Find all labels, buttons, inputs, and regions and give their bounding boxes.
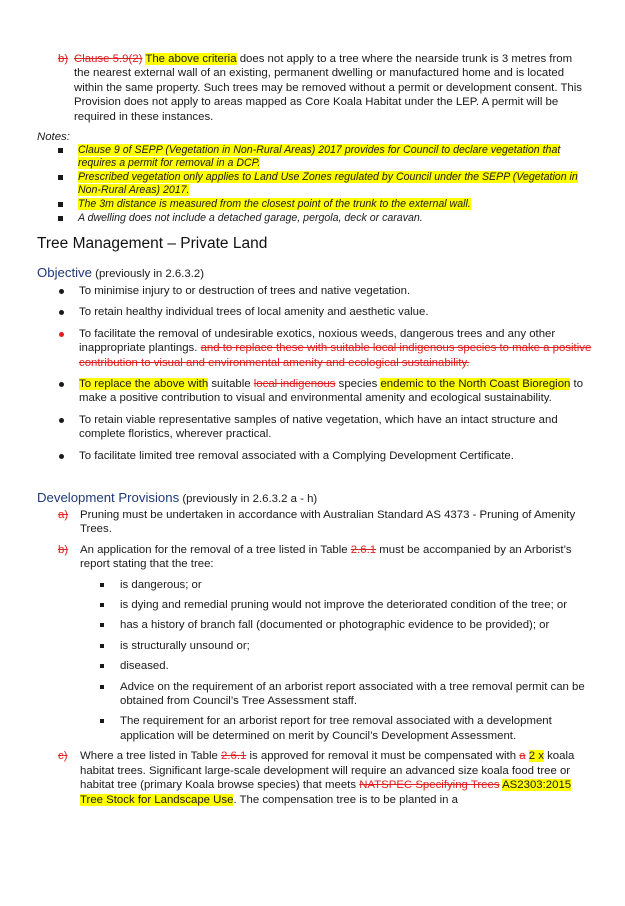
square-bullet-icon bbox=[58, 202, 63, 207]
provision-text: Pruning must be undertaken in accordance with Australian Standard AS 4373 - Pruning of Amenity Trees. bbox=[80, 509, 576, 536]
note-text: Prescribed vegetation only applies to Land Use Zones regulated by Council under the SEPP (Vegetation in Non-Rural Areas) 2017. bbox=[78, 171, 578, 196]
criteria-item bbox=[80, 639, 593, 653]
objective-text: suitable bbox=[208, 378, 254, 391]
criteria-item bbox=[80, 598, 593, 612]
clause-b-top bbox=[58, 52, 588, 124]
square-bullet-icon bbox=[58, 148, 63, 153]
note-item bbox=[58, 144, 593, 170]
note-text: A dwelling does not include a detached garage, pergola, deck or caravan. bbox=[78, 212, 423, 224]
struck-text: a bbox=[519, 750, 526, 763]
clause-label: b) bbox=[58, 53, 69, 65]
provision-text: . The compensation tree is to be planted in a bbox=[233, 793, 459, 806]
objective-item bbox=[58, 449, 593, 463]
highlighted-text: The above criteria bbox=[145, 53, 237, 65]
objective-item bbox=[58, 327, 593, 370]
highlighted-text: To replace the above with bbox=[79, 378, 209, 391]
struck-text: NATSPEC Specifying Trees bbox=[359, 779, 500, 792]
objective-item bbox=[58, 413, 593, 442]
struck-text: 2.6.1 bbox=[350, 543, 377, 556]
square-bullet-icon bbox=[100, 685, 104, 689]
objective-text: To retain healthy individual trees of local amenity and aesthetic value. bbox=[79, 306, 429, 319]
criteria-text: diseased. bbox=[120, 660, 169, 673]
provision-text: must be accompanied by an Arborist’s report stating that the tree: bbox=[80, 543, 572, 571]
square-bullet-icon bbox=[100, 644, 104, 648]
criteria-text: is dying and remedial pruning would not improve the deteriorated condition of the tree; or bbox=[120, 599, 568, 612]
objective-text: To facilitate the removal of undesirable exotics, noxious weeds, dangerous trees and any other inappropriate plantings. bbox=[79, 327, 556, 355]
provision-text: An application for the removal of a tree listed in Table bbox=[80, 543, 351, 556]
criteria-item bbox=[80, 680, 593, 709]
bullet-icon bbox=[59, 332, 64, 337]
criteria-text: is dangerous; or bbox=[120, 578, 202, 591]
objective-text: To minimise injury to or destruction of trees and native vegetation. bbox=[79, 285, 411, 297]
square-bullet-icon bbox=[100, 719, 104, 723]
square-bullet-icon bbox=[58, 216, 63, 221]
criteria-item bbox=[80, 714, 593, 743]
bullet-icon bbox=[59, 418, 64, 423]
objective-item bbox=[58, 377, 593, 406]
provision-label: c) bbox=[58, 750, 68, 763]
section-heading: Tree Management – Private Land bbox=[37, 235, 268, 252]
development-ref: (previously in 2.6.3.2 a - h) bbox=[179, 493, 318, 505]
bullet-icon bbox=[59, 289, 64, 294]
criteria-text: The requirement for an arborist report for tree removal associated with a development application will be determined on merit by Council’s Development Assessment. bbox=[120, 715, 552, 742]
objectives-list bbox=[58, 284, 593, 470]
objective-text: to make a positive contribution to visual and environmental amenity and ecological sustainability. bbox=[79, 378, 584, 405]
note-text: The 3m distance is measured from the closest point of the trunk to the external wall. bbox=[78, 198, 471, 210]
criteria-text: has a history of branch fall (documented or photographic evidence to be provided); or bbox=[120, 619, 550, 632]
objective-item bbox=[58, 284, 593, 298]
provisions-list bbox=[58, 508, 593, 813]
notes-label: Notes: bbox=[37, 131, 70, 143]
bullet-icon bbox=[59, 382, 64, 387]
criteria-item bbox=[80, 578, 593, 592]
provision-b bbox=[58, 543, 593, 743]
arborist-criteria-list bbox=[80, 578, 593, 744]
struck-text: 2.6.1 bbox=[220, 750, 247, 763]
provision-label: a) bbox=[58, 509, 69, 521]
objective-heading bbox=[37, 264, 204, 283]
note-item bbox=[58, 171, 593, 197]
square-bullet-icon bbox=[100, 623, 104, 627]
provision-label: b) bbox=[58, 543, 69, 556]
provision-c bbox=[58, 749, 593, 807]
clause-text bbox=[74, 52, 588, 124]
square-bullet-icon bbox=[100, 583, 104, 587]
struck-text: and to replace these with suitable local indigenous species to make a positive contribution to visual and environmental amenity and ecological sustainability. bbox=[79, 342, 592, 369]
objective-item bbox=[58, 305, 593, 319]
note-text: Clause 9 of SEPP (Vegetation in Non-Rural Areas) 2017 provides for Council to declare vegetation that requires a permit for removal in a DCP. bbox=[78, 144, 561, 169]
development-title: Development Provisions bbox=[37, 490, 180, 505]
criteria-item bbox=[80, 659, 593, 673]
struck-text: local indigenous bbox=[253, 378, 336, 391]
objective-text: To retain viable representative samples of native vegetation, which have an intact structure and complete floristics, wherever practical. bbox=[79, 413, 558, 441]
objective-text: species bbox=[335, 378, 381, 391]
provision-a bbox=[58, 508, 593, 537]
criteria-item bbox=[80, 618, 593, 632]
criteria-text: Advice on the requirement of an arborist report associated with a tree removal permit can be obtained from Council’s Tree Assessment staff. bbox=[120, 680, 585, 708]
square-bullet-icon bbox=[58, 175, 63, 180]
provision-text: koala habitat trees. Significant large-scale development will require an advanced size koala food tree or habitat tree (primary Koala browse species) that meets bbox=[80, 750, 575, 792]
objective-ref: (previously in 2.6.3.2) bbox=[91, 268, 205, 280]
provision-text: Where a tree listed in Table bbox=[80, 750, 221, 763]
highlighted-text: AS2303:2015 Tree Stock for Landscape Use bbox=[80, 779, 572, 806]
highlighted-text: endemic to the North Coast Bioregion bbox=[380, 378, 571, 391]
objective-text: To facilitate limited tree removal associated with a Complying Development Certificate. bbox=[79, 449, 514, 462]
development-provisions-heading bbox=[37, 489, 317, 508]
objective-title: Objective bbox=[37, 265, 92, 280]
note-item bbox=[58, 212, 593, 225]
note-item bbox=[58, 198, 593, 211]
notes-list bbox=[58, 144, 593, 226]
square-bullet-icon bbox=[100, 664, 104, 668]
square-bullet-icon bbox=[100, 603, 104, 607]
clause-body: does not apply to a tree where the nearside trunk is 3 metres from the nearest external wall of an existing, permanent dwelling or manufactured home and is located within the same property. Such trees may be removed without a permit or development consent. This Provision does not apply to areas mapped as Core Koala Habitat under the LEP. A permit will be required in these instances. bbox=[74, 53, 582, 123]
provision-text: is approved for removal it must be compensated with bbox=[246, 750, 520, 763]
highlighted-text: 2 x bbox=[528, 750, 544, 763]
bullet-icon bbox=[59, 310, 64, 315]
criteria-text: is structurally unsound or; bbox=[120, 639, 250, 652]
bullet-icon bbox=[59, 454, 64, 459]
struck-reference: Clause 5.9(2) bbox=[74, 53, 143, 65]
